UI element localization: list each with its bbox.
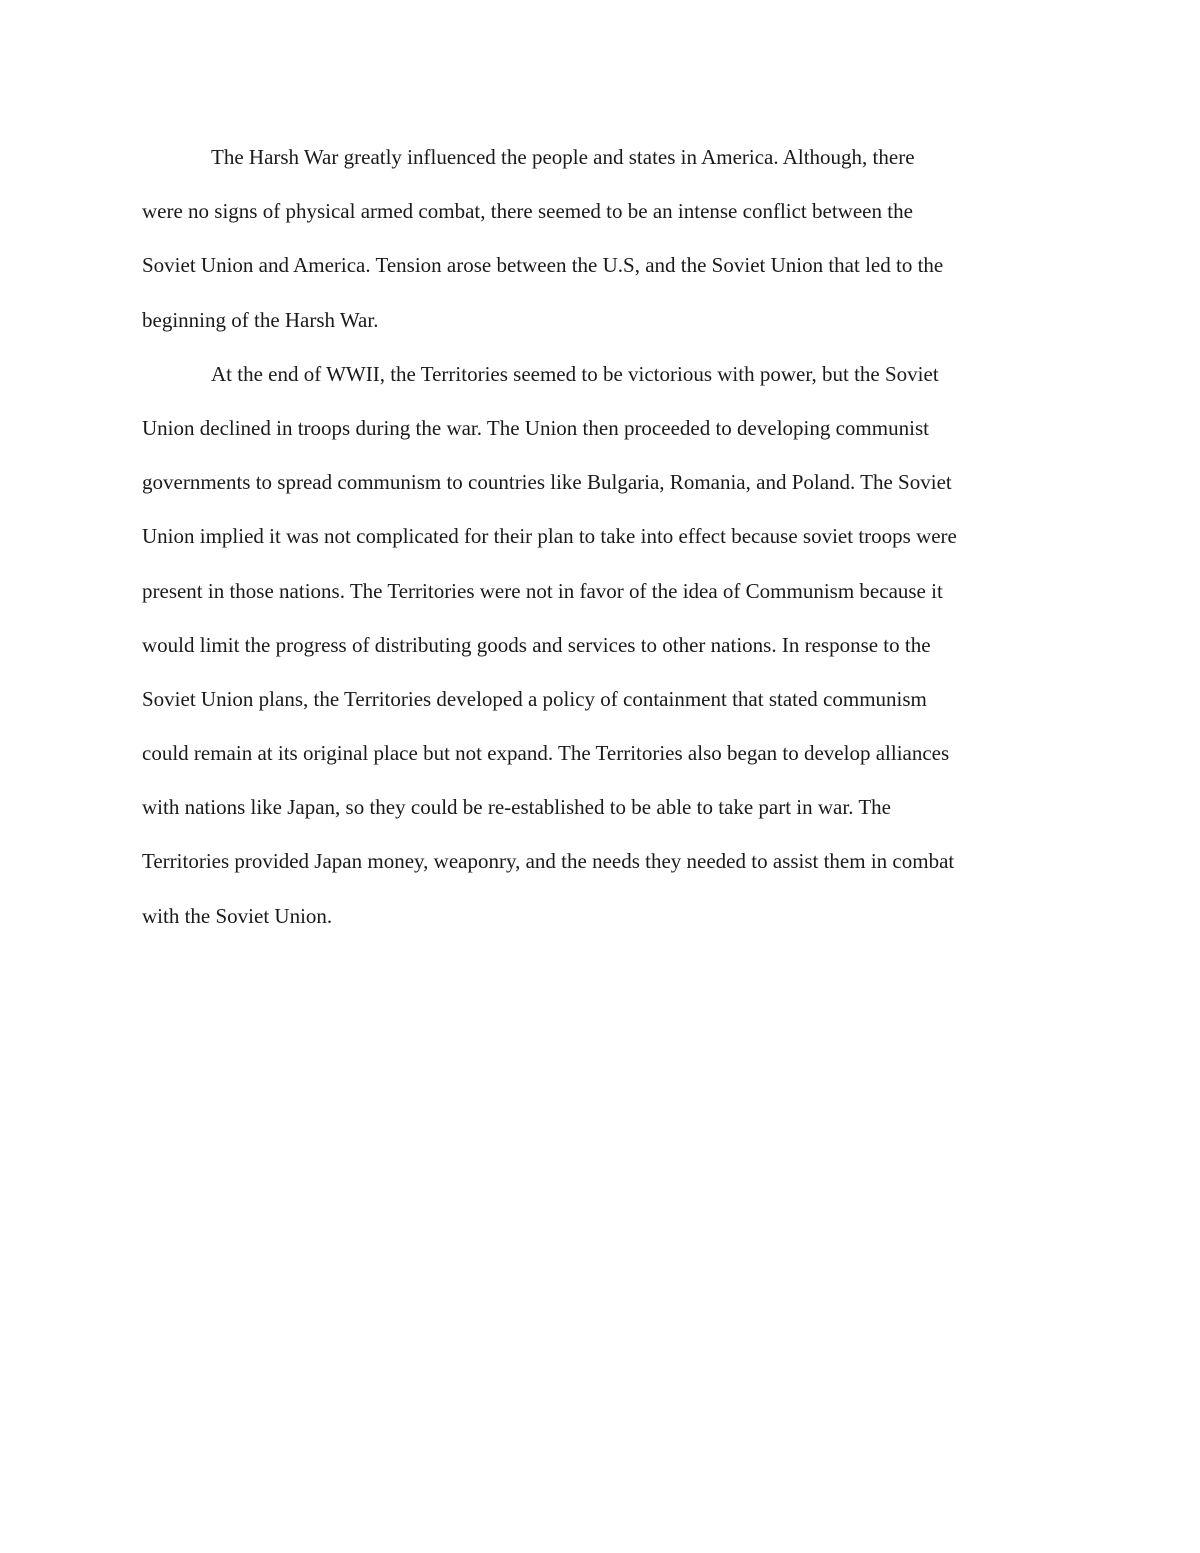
document-body: [142, 130, 1058, 943]
paragraph-line: The Harsh War greatly influenced the people and states in America. Although, there: [211, 145, 915, 169]
paragraph-line: with the Soviet Union.: [142, 903, 333, 928]
paragraph-line: could remain at its original place but not expand. The Territories also began to develop alliances: [142, 741, 950, 766]
paragraph-line: were no signs of physical armed combat, there seemed to be an intense conflict between the: [142, 199, 913, 224]
paragraph-line: present in those nations. The Territories were not in favor of the idea of Communism because it: [142, 578, 943, 603]
paragraph-1: [142, 130, 1058, 347]
paragraph-line: governments to spread communism to countries like Bulgaria, Romania, and Poland. The Soviet: [142, 470, 952, 495]
paragraph-line: beginning of the Harsh War.: [142, 307, 379, 332]
paragraph-2: [142, 347, 1058, 943]
paragraph-line: Union declined in troops during the war. The Union then proceeded to developing communist: [142, 415, 929, 440]
paragraph-line: Territories provided Japan money, weaponry, and the needs they needed to assist them in combat: [142, 849, 955, 874]
paragraph-line: with nations like Japan, so they could be re-established to be able to take part in war. The: [142, 795, 891, 820]
paragraph-line: Soviet Union and America. Tension arose between the U.S, and the Soviet Union that led to the: [142, 253, 944, 278]
paragraph-line: Union implied it was not complicated for their plan to take into effect because soviet troops were: [142, 524, 957, 549]
paragraph-line: At the end of WWII, the Territories seemed to be victorious with power, but the Soviet: [211, 361, 939, 386]
paragraph-line: Soviet Union plans, the Territories developed a policy of containment that stated communism: [142, 686, 927, 711]
paragraph-line: would limit the progress of distributing goods and services to other nations. In response to the: [142, 632, 931, 657]
